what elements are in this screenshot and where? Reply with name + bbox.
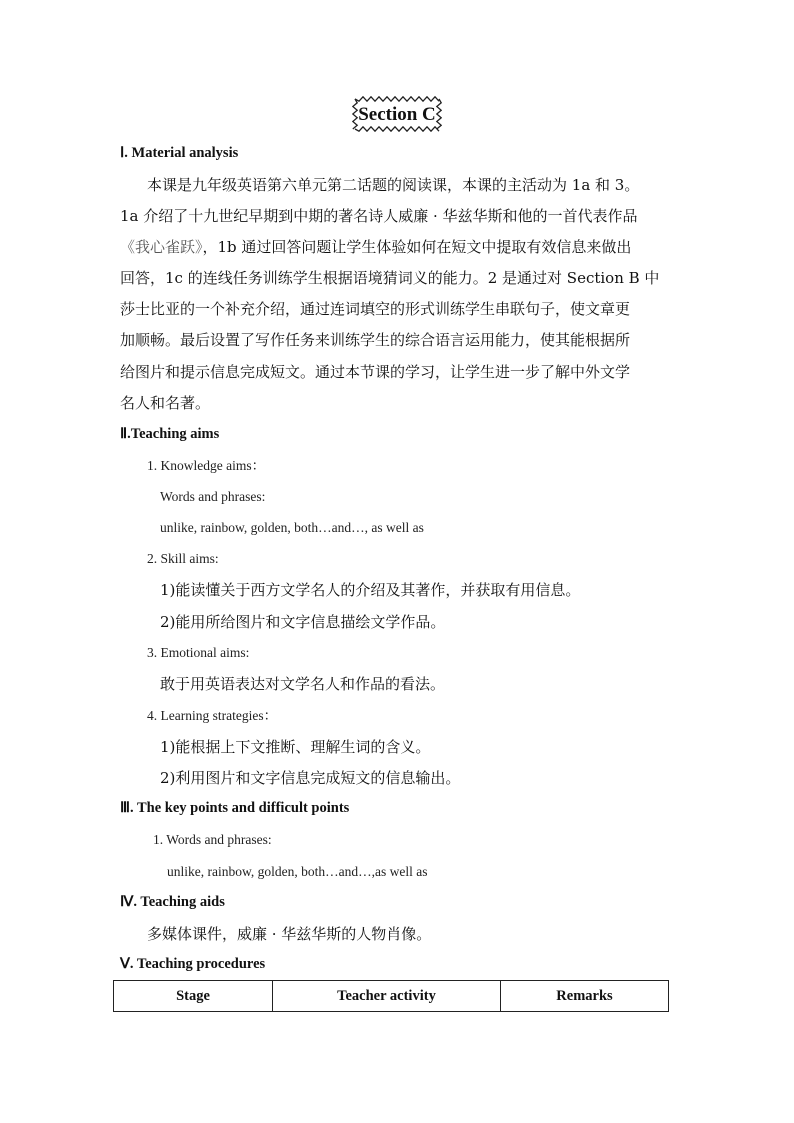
emotional-aims-label: 3. Emotional aims: xyxy=(147,645,250,660)
analysis-line-1: 本课是九年级英语第六单元第二话题的阅读课，本课的主活动为 1a 和 3。 xyxy=(147,176,640,194)
analysis-line-2: 1a 介绍了十九世纪早期到中期的著名诗人威廉 · 华兹华斯和他的一首代表作品 xyxy=(120,207,638,225)
heading-teaching-procedures: Ⅴ. Teaching procedures xyxy=(120,956,266,972)
key-words-list: unlike, rainbow, golden, both…and…,as well as xyxy=(167,864,428,879)
poem-title: 《我心雀跃》 xyxy=(120,238,203,256)
heading-key-points: Ⅲ. The key points and difficult points xyxy=(120,800,350,816)
zigzag-edge xyxy=(355,127,439,131)
analysis-line-3 xyxy=(120,237,631,257)
skill-aim-2: 2)能用所给图片和文字信息描绘文学作品。 xyxy=(160,613,446,631)
zigzag-edge xyxy=(353,99,357,129)
header-stage: Stage xyxy=(114,981,273,1012)
header-teacher-activity: Teacher activity xyxy=(273,981,501,1012)
words-phrases-label: Words and phrases: xyxy=(160,489,266,504)
analysis-line-7: 给图片和提示信息完成短文。通过本节课的学习，让学生进一步了解中外文学 xyxy=(120,363,631,381)
section-title xyxy=(352,96,442,132)
key-words-label: 1. Words and phrases: xyxy=(153,832,272,847)
knowledge-aims-label: 1. Knowledge aims： xyxy=(147,458,266,473)
teaching-aids-text: 多媒体课件，威廉 · 华兹华斯的人物肖像。 xyxy=(147,925,432,943)
analysis-line-8: 名人和名著。 xyxy=(120,394,211,412)
words-phrases-list: unlike, rainbow, golden, both…and…, as well as xyxy=(160,520,424,535)
emotional-aim-1: 敢于用英语表达对文学名人和作品的看法。 xyxy=(160,675,446,693)
heading-material-analysis: Ⅰ. Material analysis xyxy=(120,145,239,161)
heading-teaching-aids: Ⅳ. Teaching aids xyxy=(120,894,225,910)
learning-strategy-1: 1)能根据上下文推断、理解生词的含义。 xyxy=(160,738,431,756)
learning-strategies-label: 4. Learning strategies： xyxy=(147,708,278,723)
analysis-line-6: 加顺畅。最后设置了写作任务来训练学生的综合语言运用能力，使其能根据所 xyxy=(120,331,631,349)
procedures-table xyxy=(113,980,669,1012)
section-title-text: Section C xyxy=(358,104,436,125)
zigzag-edge xyxy=(437,99,441,129)
header-remarks: Remarks xyxy=(501,981,669,1012)
zigzag-edge xyxy=(355,97,439,101)
learning-strategy-2: 2)利用图片和文字信息完成短文的信息输出。 xyxy=(160,769,461,787)
skill-aim-1: 1)能读懂关于西方文学名人的介绍及其著作，并获取有用信息。 xyxy=(160,581,581,599)
analysis-line-3-rest: ，1b 通过回答问题让学生体验如何在短文中提取有效信息来做出 xyxy=(202,238,632,256)
title-container xyxy=(0,96,794,132)
table-header-row xyxy=(114,981,669,1012)
heading-teaching-aims: Ⅱ.Teaching aims xyxy=(120,426,220,442)
analysis-line-4: 回答，1c 的连线任务训练学生根据语境猜词义的能力。2 是通过对 Section B 中 xyxy=(120,269,660,287)
analysis-line-5: 莎士比亚的一个补充介绍，通过连词填空的形式训练学生串联句子，使文章更 xyxy=(120,300,631,318)
skill-aims-label: 2. Skill aims: xyxy=(147,551,219,566)
